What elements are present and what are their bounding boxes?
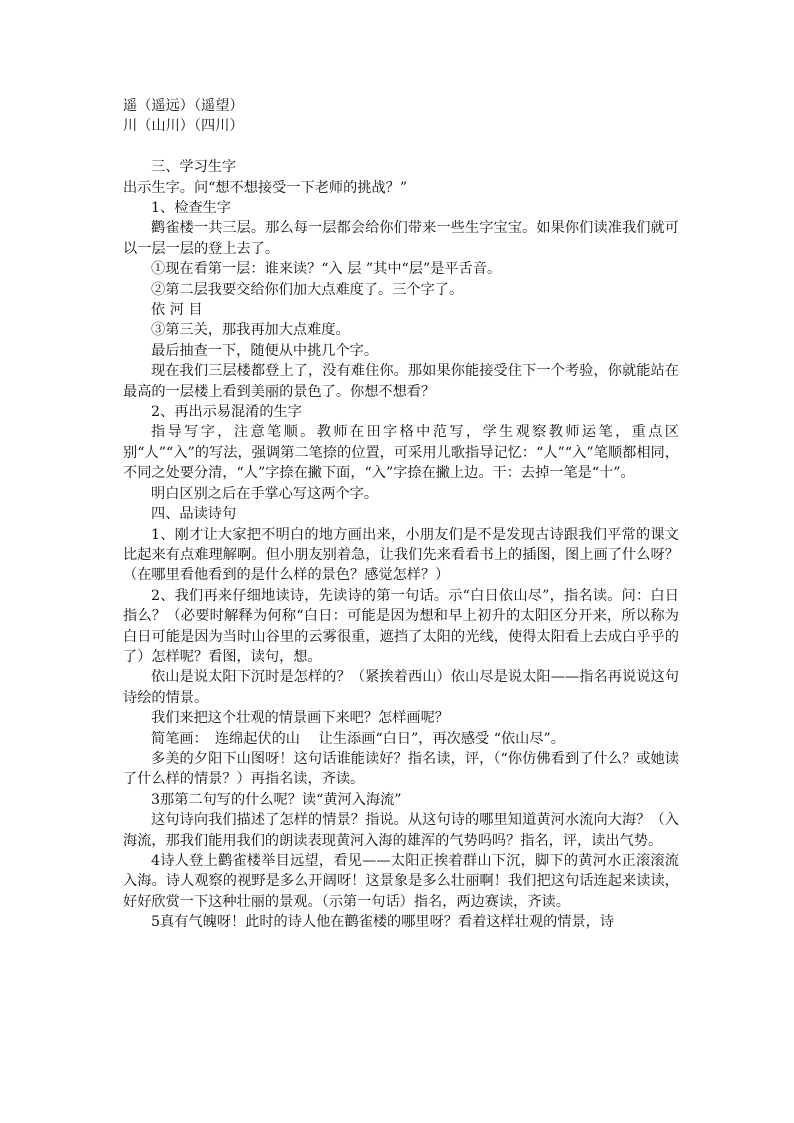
paragraph: 现在我们三层楼都登上了，没有难住你。那如果你能接受住下一个考验，你就能站在最高的一层楼上看到美丽的景色了。你想不想看？ <box>123 363 679 400</box>
blank-line <box>123 137 679 157</box>
subheading-check-characters: 1、检查生字 <box>151 200 231 217</box>
paragraph: ③第三关，那我再加大点难度。 <box>151 322 350 339</box>
vocab-line-chuan: 川（山川）（四川） <box>123 118 244 135</box>
paragraph: ①现在看第一层：谁来读？“入 层 ”其中“层”是平舌音。 <box>151 261 502 278</box>
paragraph: 4诗人登上鹳雀楼举目远望，看见——太阳正挨着群山下沉，脚下的黄河水正滚滚流入海。诗人观察的视野是多么开阔呀！这景象是多么壮丽啊！我们把这句话连起来读读，好好欣赏一下这种壮丽的景观。（示第一句话）指名，两边赛读，齐读。 <box>123 853 679 910</box>
paragraph: 简笔画： 连绵起伏的山 让生添画“白日”，再次感受 “依山尽”。 <box>151 730 565 747</box>
paragraph: 最后抽查一下，随便从中挑几个字。 <box>151 342 379 359</box>
paragraph: 指导写字，注意笔顺。教师在田字格中范写，学生观察教师运笔，重点区别“人”“入”的写法，强调第二笔捺的位置，可采用儿歌指导记忆：“人”“入”笔顺都相同，不同之处要分清，“人”字捺在撇下面，“入”字捺在撇上边。干：去掉一笔是“十”。 <box>123 424 679 482</box>
paragraph: 这句诗向我们描述了怎样的情景？指说。从这句诗的哪里知道黄河水流向大海？（入海流，那我们能用我们的朗读表现黄河入海的雄浑的气势吗吗？指名，评，读出气势。 <box>123 812 679 849</box>
paragraph: ②第二层我要交给你们加大点难度了。三个字了。 <box>151 281 464 298</box>
paragraph: 明白区别之后在手掌心写这两个字。 <box>151 485 379 502</box>
paragraph: 2、我们再来仔细地读诗，先读诗的第一句话。示“白日依山尽”，指名读。问：白日指么？（必要时解释为何称“白日：可能是因为想和早上初升的太阳区分开来，所以称为白日可能是因为当时山谷里的云雾很重，遮挡了太阳的光线，使得太阳看上去成白乎乎的了）怎样呢？看图，读句，想。 <box>123 587 679 665</box>
paragraph: 多美的夕阳下山图呀！这句话谁能读好？指名读，评，（“你仿佛看到了什么？或她读了什么样的情景？）再指名读，齐读。 <box>123 750 679 788</box>
paragraph: 依山是说太阳下沉时是怎样的？（紧挨着西山）依山尽是说太阳——指名再说说这句诗绘的情景。 <box>123 669 679 706</box>
paragraph: 鹳雀楼一共三层。那么每一层都会给你们带来一些生字宝宝。如果你们读准我们就可以一层一层的登上去了。 <box>123 220 679 257</box>
character-list: 依 河 目 <box>151 302 203 319</box>
section-heading-learn-characters: 三、学习生字 <box>151 159 237 176</box>
vocab-line-yao: 遥（遥远）（遥望） <box>123 98 244 114</box>
subheading-confusing-characters: 2、再出示易混淆的生字 <box>151 404 302 421</box>
section-heading-read-poem: 四、品读诗句 <box>151 506 237 523</box>
paragraph: 我们来把这个壮观的情景画下来吧？怎样画呢？ <box>151 710 449 727</box>
paragraph: 出示生字。问“想不想接受一下老师的挑战？” <box>123 179 408 196</box>
paragraph: 1、刚才让大家把不明白的地方画出来，小朋友们是不是发现古诗跟我们平常的课文比起来有点难理解啊。但小朋友别着急，让我们先来看看书上的插图，图上画了什么呀？（在哪里看他看到的是什么样的景色？感觉怎样？） <box>123 526 679 584</box>
document-page <box>123 96 679 933</box>
paragraph: 5真有气魄呀！此时的诗人他在鹳雀楼的哪里呀？看着这样壮观的情景，诗 <box>151 914 615 931</box>
paragraph: 3那第二句写的什么呢？读“黄河入海流” <box>151 791 402 808</box>
